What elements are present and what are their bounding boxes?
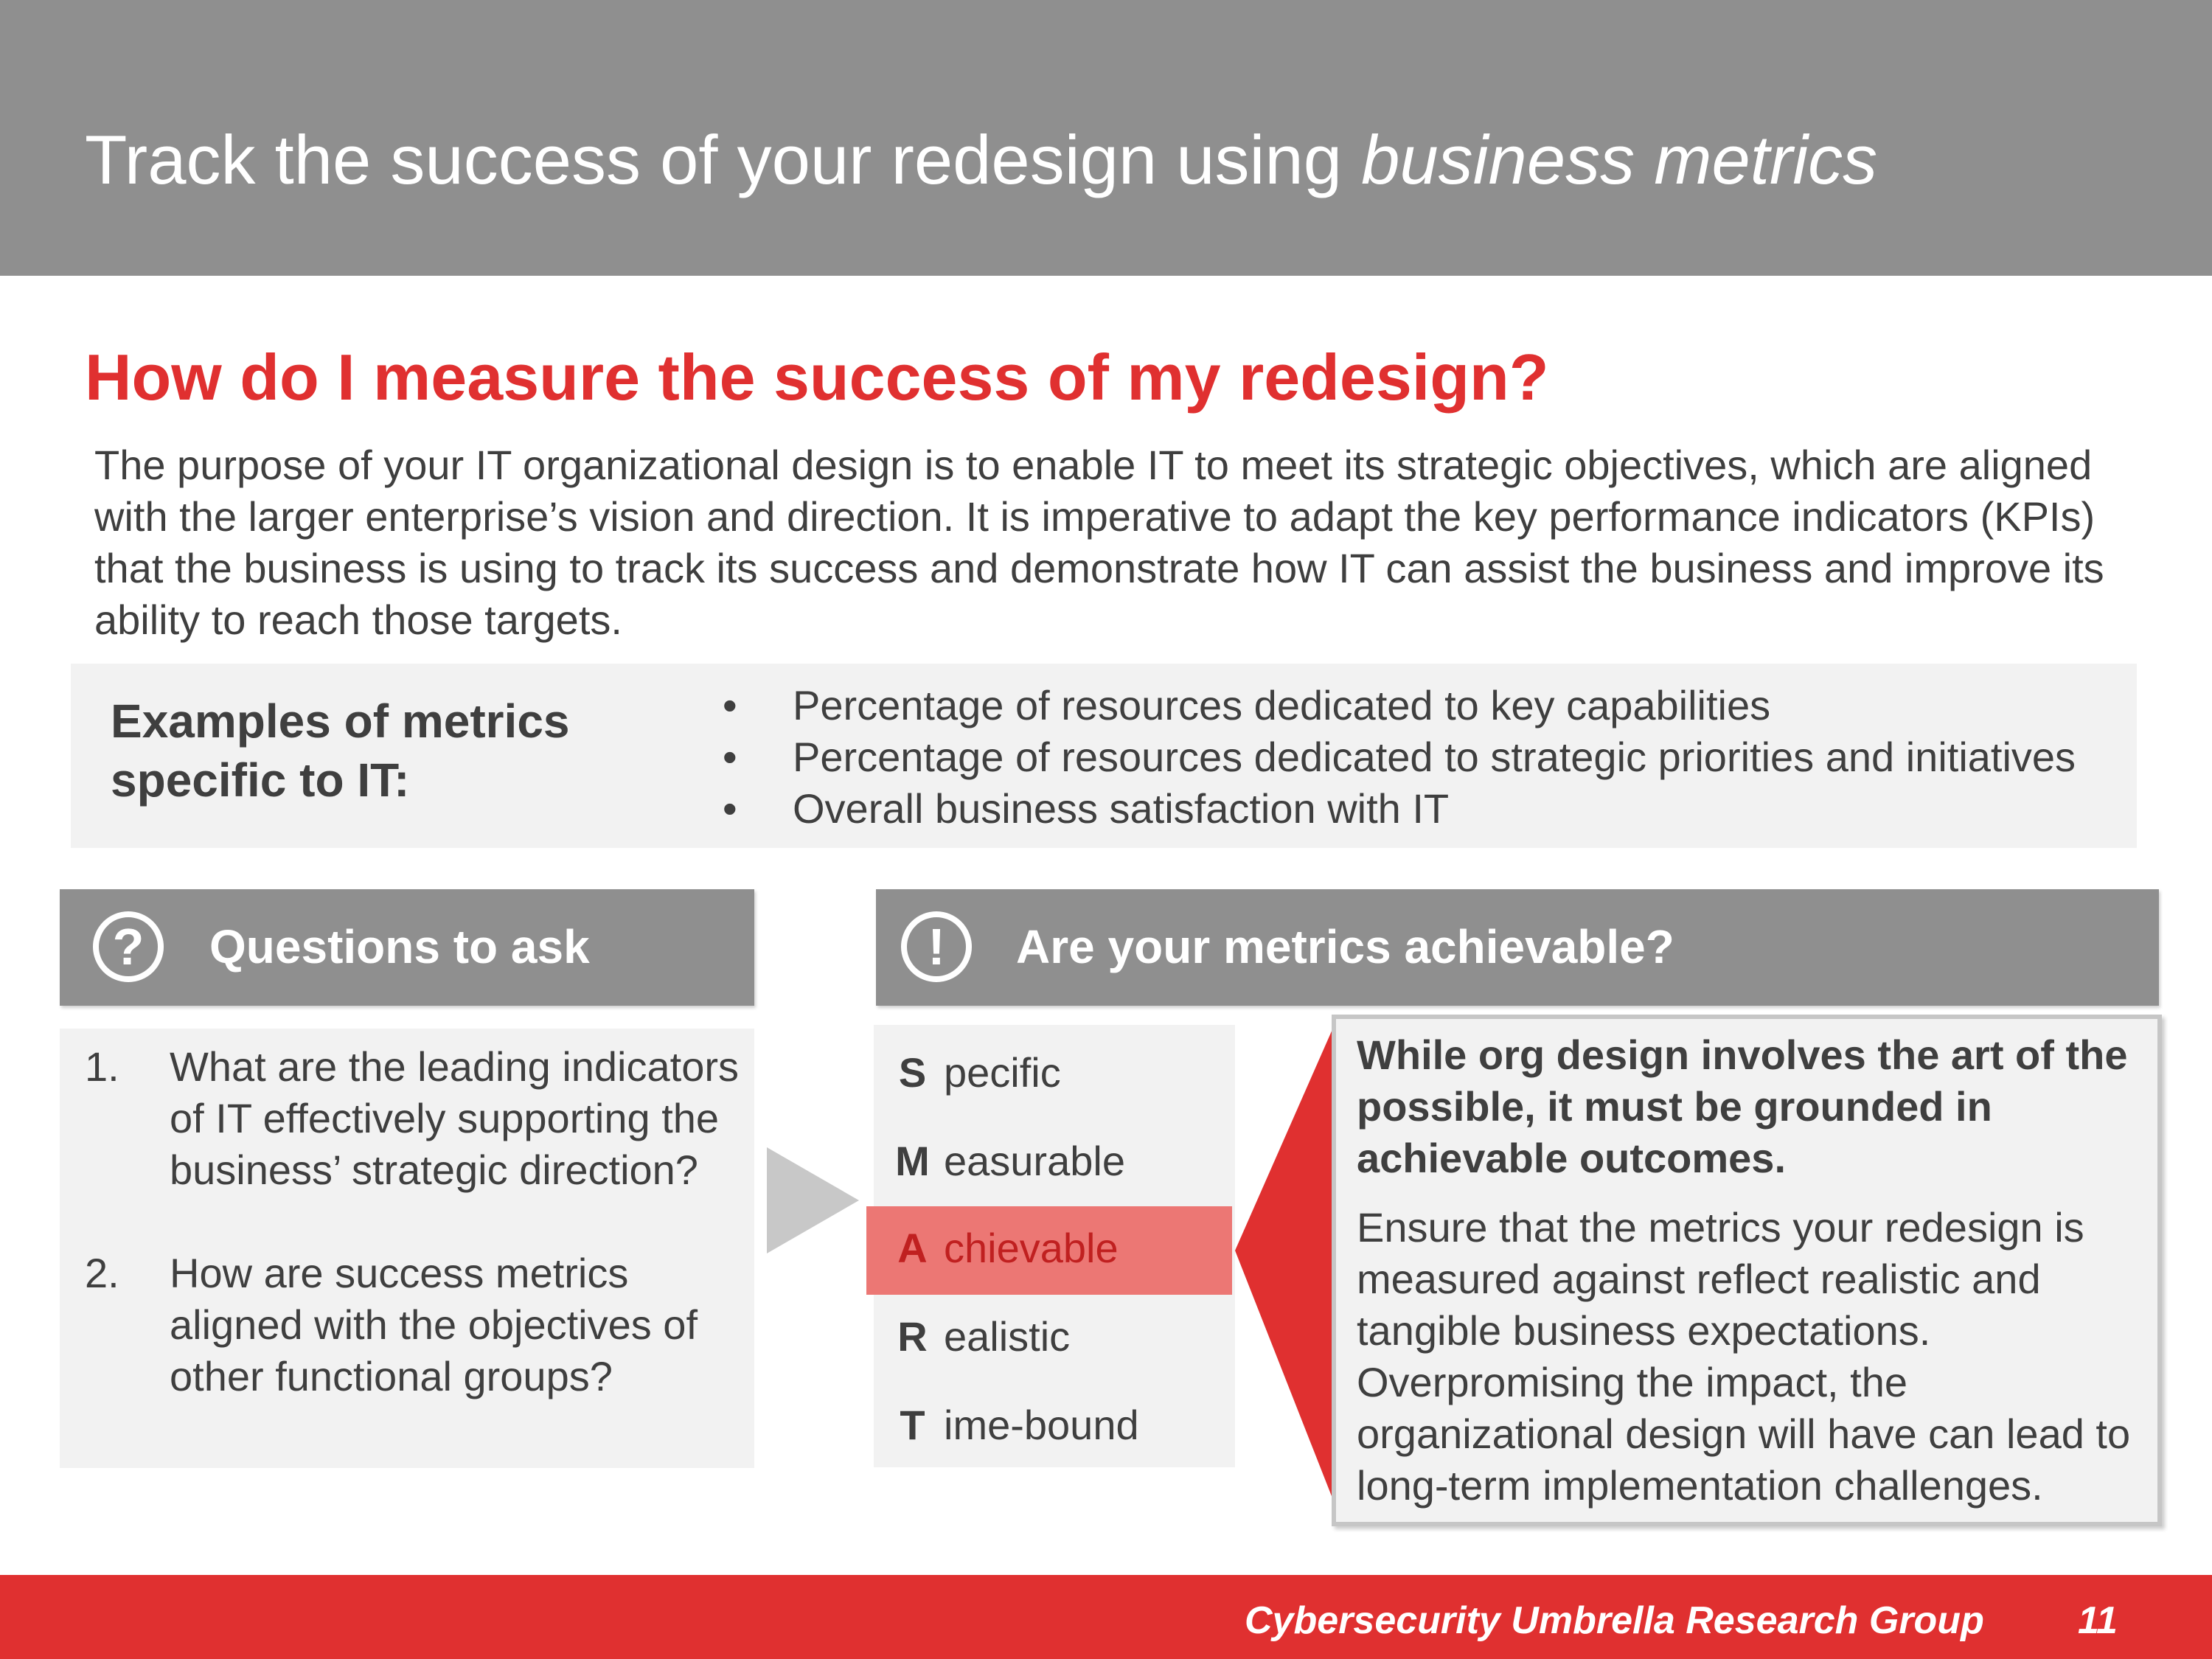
question-circle-icon: ?: [93, 911, 164, 982]
question-item: [85, 1041, 748, 1196]
smart-letter: T: [900, 1402, 925, 1448]
questions-panel-title: Questions to ask: [209, 920, 590, 973]
example-item: • Overall business satisfaction with IT: [723, 783, 2076, 835]
smart-row-realistic: [874, 1311, 1235, 1363]
smart-row-time-bound: [874, 1399, 1235, 1451]
example-item: • Percentage of resources dedicated to key capabilities: [723, 680, 2076, 731]
question-text: How are success metrics aligned with the objectives of other functional groups?: [170, 1250, 698, 1399]
achievable-callout-bold: While org design involves the art of the possible, it must be grounded in achievable outcomes.: [1357, 1032, 2128, 1181]
slide-title-emphasis: business metrics: [1361, 121, 1878, 198]
smart-row-measurable: [874, 1135, 1235, 1187]
example-item: • Percentage of resources dedicated to strategic priorities and initiatives: [723, 731, 2076, 783]
smart-word-rest: ealistic: [944, 1313, 1071, 1360]
smart-letter: S: [898, 1049, 927, 1096]
questions-list: [85, 1041, 748, 1402]
smart-letter: R: [897, 1313, 928, 1360]
smart-word-rest: easurable: [944, 1138, 1125, 1184]
question-item: [85, 1248, 748, 1402]
callout-pointer: [1235, 1016, 1338, 1513]
smart-letter: A: [897, 1225, 928, 1271]
smart-word-rest: pecific: [944, 1049, 1061, 1096]
smart-word-rest: ime-bound: [944, 1402, 1139, 1448]
achievable-callout-text: Ensure that the metrics your redesign is measured against reflect realistic and tangible business expectations. Overpromising the impact, the organizational design will have can lead to long-term implementation challenges.: [1357, 1204, 2131, 1509]
footer-organization: Cybersecurity Umbrella Research Group: [1245, 1599, 1984, 1642]
intro-paragraph: The purpose of your IT organizational design is to enable IT to meet its strategic objectives, which are aligned with the larger enterprise’s vision and direction. It is imperative to adapt the key performance indicators (KPIs) that the business is using to track its success and demonstrate how IT can assist the business and improve its ability to reach those targets.: [94, 442, 2104, 643]
question-number: 1.: [85, 1043, 119, 1090]
page-number: 11: [2078, 1599, 2118, 1642]
exclamation-circle-icon: !: [901, 911, 972, 982]
achievable-panel-title: Are your metrics achievable?: [1016, 920, 1674, 973]
smart-word-rest: chievable: [944, 1225, 1119, 1271]
smart-row-achievable: [874, 1222, 1235, 1274]
examples-list: [723, 680, 2076, 835]
question-number: 2.: [85, 1250, 119, 1296]
question-text: What are the leading indicators of IT effectively supporting the business’ strategic direction?: [170, 1043, 739, 1193]
callout-pointer-shape: [1235, 1016, 1338, 1513]
smart-letter: M: [895, 1138, 930, 1184]
examples-label: Examples of metrics specific to IT:: [111, 695, 570, 807]
smart-row-specific: [874, 1047, 1235, 1099]
section-heading: How do I measure the success of my redesign?: [85, 341, 1549, 414]
slide-title: Track the success of your redesign using business metrics: [85, 121, 1878, 198]
arrow-right-icon: [767, 1147, 859, 1253]
